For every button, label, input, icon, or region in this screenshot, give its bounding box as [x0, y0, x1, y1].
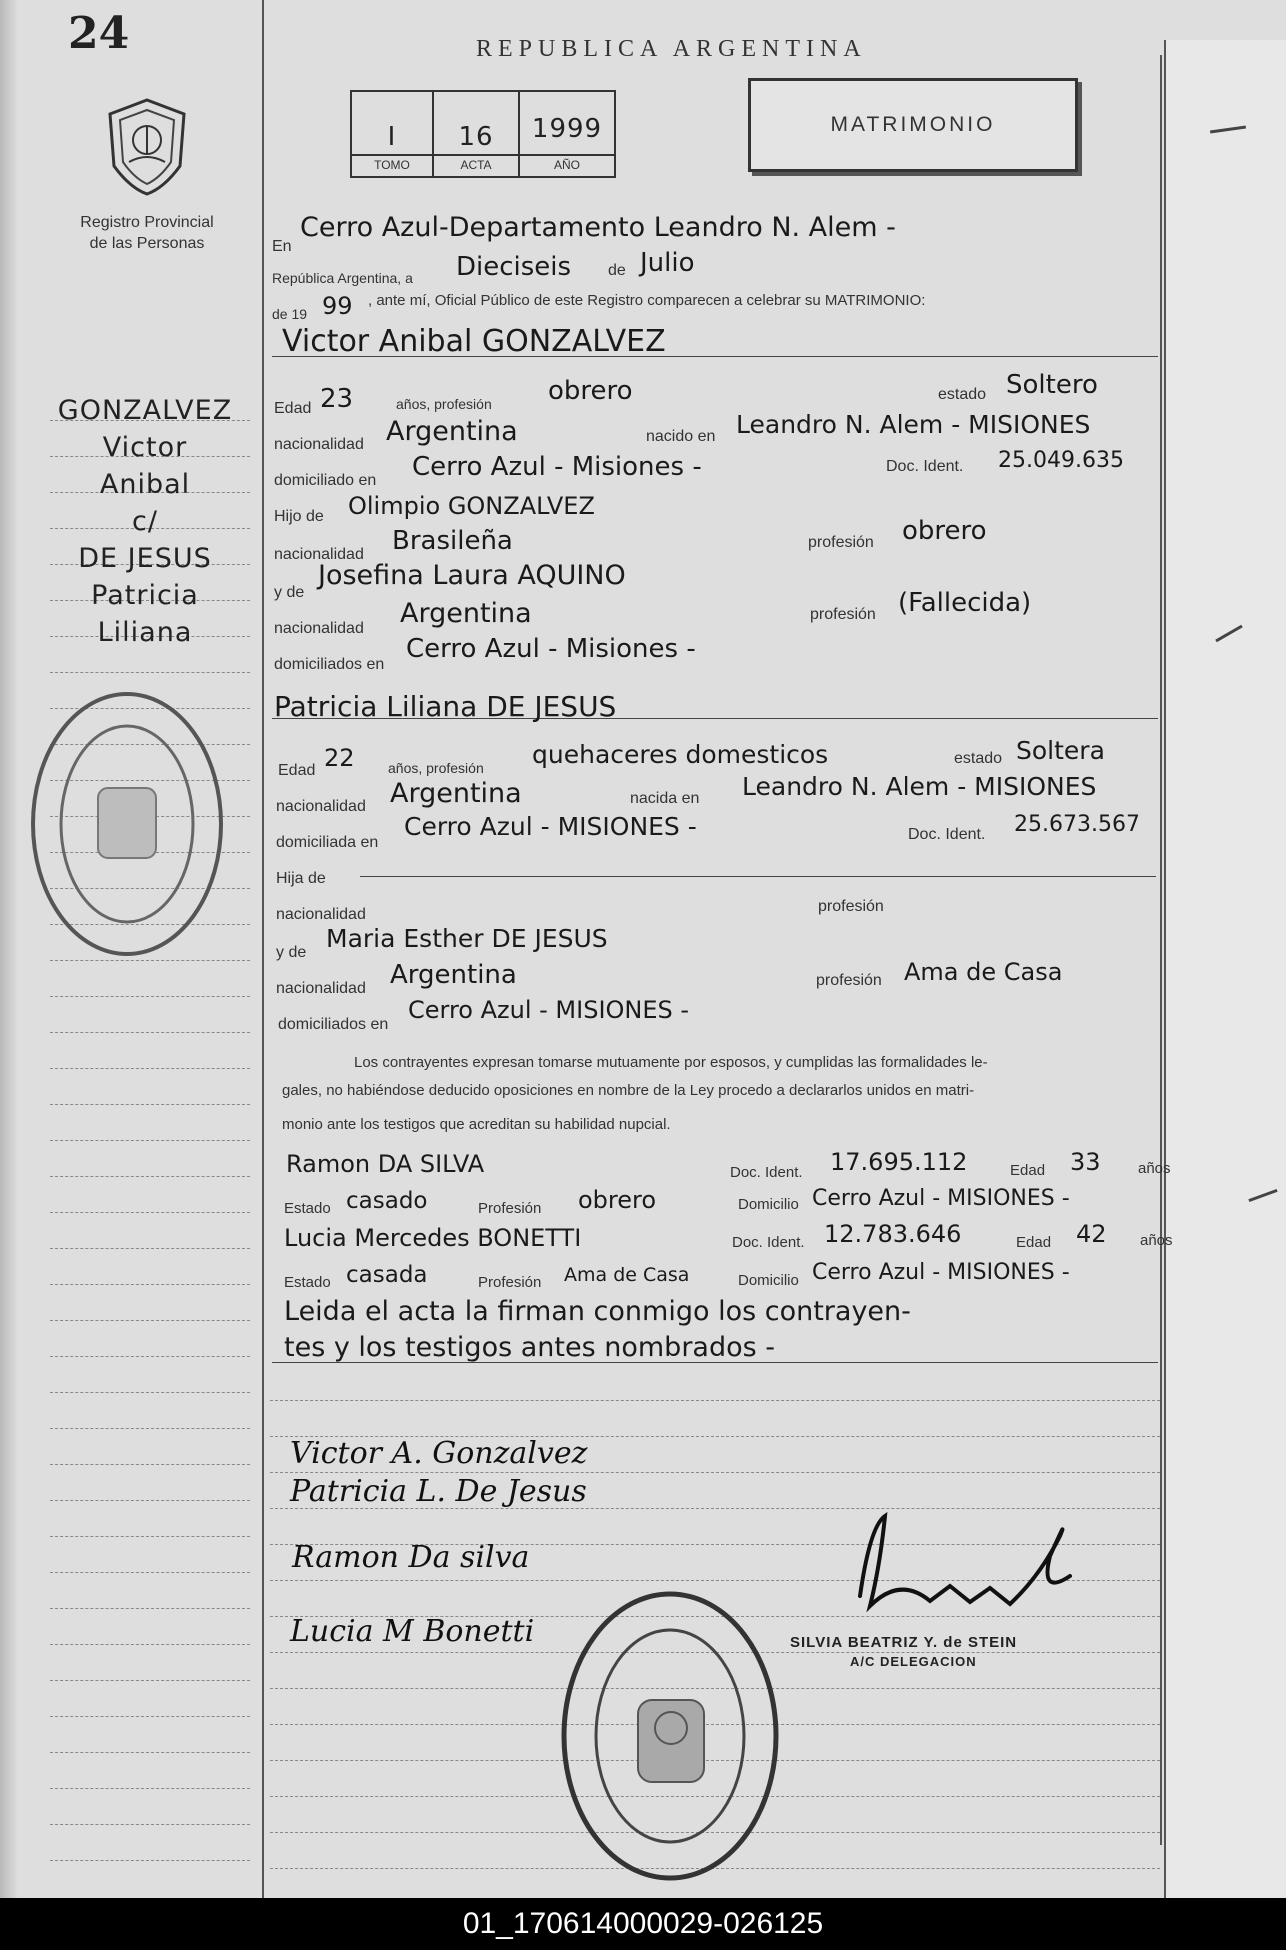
- registry-line1: Registro Provincial: [80, 214, 214, 231]
- witness2-name: Lucia Mercedes BONETTI: [284, 1224, 582, 1252]
- groom-anos-label: años, profesión: [396, 396, 492, 412]
- signature-witness1: Ramon Da silva: [292, 1540, 530, 1575]
- bride-mother-prof: Ama de Casa: [904, 958, 1063, 986]
- closing-line2: tes y los testigos antes nombrados -: [284, 1332, 776, 1363]
- witness2-domicilio: Cerro Azul - MISIONES -: [812, 1260, 1070, 1285]
- day-value: Dieciseis: [456, 252, 572, 282]
- margin-note-line: Victor: [102, 432, 188, 463]
- margin-rule: [50, 1608, 250, 1609]
- witness1-doc: 17.695.112: [830, 1148, 968, 1176]
- groom-hijo-label: Hijo de: [274, 508, 324, 525]
- registry-seal: [104, 96, 190, 196]
- bride-mother: Maria Esther DE JESUS: [326, 924, 608, 953]
- year-suffix: 99: [322, 292, 353, 320]
- bride-estado: Soltera: [1016, 736, 1105, 765]
- bride-domicilio: Cerro Azul - MISIONES -: [404, 812, 697, 841]
- ano-label: AÑO: [553, 158, 580, 172]
- witness1-profesion: obrero: [578, 1186, 657, 1214]
- officer-signature: [840, 1506, 1080, 1626]
- next-page-edge: [1164, 40, 1286, 1898]
- bride-name: Patricia Liliana DE JESUS: [274, 690, 617, 723]
- closing-line1: Leida el acta la firman conmigo los contrayen-: [284, 1296, 911, 1327]
- bride-nac-label: nacionalidad: [276, 798, 366, 815]
- tomo-value: I: [387, 122, 397, 152]
- bride-edad: 22: [324, 744, 355, 772]
- margin-rule: [50, 1680, 250, 1681]
- margin-rule: [50, 1392, 250, 1393]
- declaration-line1: Los contrayentes expresan tomarse mutuamente por esposos, y cumplidas las formalidades le-: [354, 1054, 988, 1071]
- year-prefix: de 19: [272, 306, 308, 322]
- bride-hija-label: Hija de: [276, 870, 326, 887]
- declaration-line3: monio ante los testigos que acreditan su habilidad nupcial.: [282, 1116, 671, 1133]
- margin-note-line: DE JESUS: [78, 543, 212, 574]
- margin-rule: [50, 1824, 250, 1825]
- witness1-estado-label: Estado: [284, 1200, 331, 1217]
- witness1-anos-label: años: [1138, 1160, 1171, 1177]
- groom-parents-dom: Cerro Azul - Misiones -: [406, 634, 696, 664]
- witness1-name: Ramon DA SILVA: [286, 1150, 485, 1178]
- official-stamp: [558, 1588, 782, 1884]
- signature-witness2: Lucia M Bonetti: [290, 1614, 535, 1649]
- groom-mother-nac-label: nacionalidad: [274, 620, 364, 637]
- groom-father-nac-label: nacionalidad: [274, 546, 364, 563]
- book-box: [350, 90, 616, 178]
- groom-nacido: Leandro N. Alem - MISIONES: [736, 410, 1091, 439]
- margin-rule: [50, 1284, 250, 1285]
- groom-parents-dom-label: domiciliados en: [274, 656, 385, 673]
- margin-rule: [50, 1428, 250, 1429]
- groom-nacido-label: nacido en: [646, 428, 716, 445]
- groom-father-prof: obrero: [902, 516, 987, 546]
- bride-dom-label: domiciliada en: [276, 834, 379, 851]
- margin-rule: [50, 1140, 250, 1141]
- place-value: Cerro Azul-Departamento Leandro N. Alem -: [300, 212, 896, 243]
- margin-rule: [50, 1500, 250, 1501]
- declaration-line2: gales, no habiéndose deducido oposiciones en nombre de la Ley procedo a declararlos unidos en matri-: [282, 1082, 975, 1099]
- month-value: Julio: [640, 248, 695, 278]
- bride-father-nac-label: nacionalidad: [276, 906, 366, 923]
- groom-nacionalidad: Argentina: [386, 416, 518, 447]
- witness1-estado: casado: [346, 1188, 428, 1214]
- margin-rule: [50, 1248, 250, 1249]
- body-dotted-rule: [270, 1472, 1160, 1473]
- intro-text: , ante mí, Oficial Público de este Registro comparecen a celebrar su MATRIMONIO:: [368, 292, 926, 309]
- signature-bride: Patricia L. De Jesus: [290, 1474, 587, 1509]
- bride-mother-nac: Argentina: [390, 960, 517, 990]
- bride-nacida: Leandro N. Alem - MISIONES: [742, 772, 1097, 801]
- margin-rule: [50, 996, 250, 997]
- groom-yde-label: y de: [274, 584, 305, 601]
- groom-nac-label: nacionalidad: [274, 436, 364, 453]
- doc-type: MATRIMONIO: [830, 113, 996, 136]
- groom-estado-label: estado: [938, 386, 987, 403]
- groom-profesion: obrero: [548, 376, 633, 406]
- groom-edad: 23: [320, 384, 354, 414]
- witness2-dom-label: Domicilio: [738, 1272, 799, 1289]
- witness2-anos-label: años: [1140, 1232, 1173, 1249]
- groom-mother: Josefina Laura AQUINO: [318, 560, 626, 591]
- margin-rule: [50, 1572, 250, 1573]
- registry-label: [60, 212, 234, 254]
- margin-rule: [50, 1212, 250, 1213]
- tomo-label: TOMO: [374, 158, 410, 172]
- bride-father-prof-label: profesión: [818, 898, 884, 915]
- margin-rule: [50, 1176, 250, 1177]
- bride-parents-dom-label: domiciliados en: [278, 1016, 389, 1033]
- margin-note-line: Patricia: [91, 580, 199, 611]
- bride-mother-nac-label: nacionalidad: [276, 980, 366, 997]
- groom-doc-label: Doc. Ident.: [886, 458, 964, 475]
- margin-note-line: GONZALVEZ: [57, 395, 233, 426]
- witness2-profesion: Ama de Casa: [564, 1264, 690, 1286]
- margin-rule: [50, 1644, 250, 1645]
- bride-nacida-label: nacida en: [630, 790, 700, 807]
- right-border: [1160, 55, 1162, 1845]
- margin-rule: [50, 1032, 250, 1033]
- body-dotted-rule: [270, 1400, 1160, 1401]
- witness2-edad: 42: [1076, 1220, 1107, 1248]
- margin-note-line: Anibal: [99, 469, 191, 500]
- margin-rule: [50, 960, 250, 961]
- groom-dom-label: domiciliado en: [274, 472, 377, 489]
- margin-rule: [50, 1536, 250, 1537]
- groom-mother-prof: (Fallecida): [898, 588, 1032, 618]
- acta-value: 16: [458, 122, 494, 152]
- margin-rule: [50, 1788, 250, 1789]
- margin-rule: [50, 1320, 250, 1321]
- file-id: 01_170614000029-026125: [462, 1907, 824, 1940]
- witness2-prof-label: Profesión: [478, 1274, 542, 1291]
- doc-type-box: [748, 78, 1078, 172]
- margin-note-line: c/: [132, 506, 158, 537]
- witness2-estado-label: Estado: [284, 1274, 331, 1291]
- witness1-edad-label: Edad: [1010, 1162, 1046, 1179]
- file-id-bar: [0, 1898, 1286, 1950]
- margin-rule: [50, 1464, 250, 1465]
- page-number: 24: [68, 8, 130, 59]
- bride-parents-dom: Cerro Azul - MISIONES -: [408, 996, 690, 1024]
- bride-yde-label: y de: [276, 944, 307, 961]
- hija-underline: [360, 876, 1156, 877]
- margin-rule: [50, 1716, 250, 1717]
- groom-edad-label: Edad: [274, 400, 312, 417]
- witness2-estado: casada: [346, 1262, 428, 1288]
- groom-father-prof-label: profesión: [808, 534, 874, 551]
- groom-father-nac: Brasileña: [392, 526, 513, 556]
- de-label: de: [608, 262, 626, 279]
- page-edge: [0, 0, 18, 1898]
- margin-rule: [50, 672, 250, 673]
- country-title: REPUBLICA ARGENTINA: [476, 36, 867, 62]
- bride-profesion: quehaceres domesticos: [532, 740, 829, 769]
- margin-rule: [50, 1860, 250, 1861]
- acta-label: ACTA: [460, 158, 492, 172]
- bride-doc-label: Doc. Ident.: [908, 826, 986, 843]
- groom-domicilio: Cerro Azul - Misiones -: [412, 452, 702, 482]
- en-label: En: [272, 238, 292, 255]
- officer-title: A/C DELEGACION: [850, 1654, 977, 1669]
- margin-rule: [50, 1104, 250, 1105]
- groom-doc: 25.049.635: [998, 448, 1124, 473]
- bride-anos-label: años, profesión: [388, 760, 484, 776]
- margin-rule: [50, 1068, 250, 1069]
- margin-note-line: Liliana: [97, 617, 193, 648]
- groom-mother-nac: Argentina: [400, 598, 532, 629]
- witness1-doc-label: Doc. Ident.: [730, 1164, 803, 1181]
- witness1-prof-label: Profesión: [478, 1200, 542, 1217]
- officer-name: SILVIA BEATRIZ Y. de STEIN: [790, 1634, 1018, 1651]
- bride-doc: 25.673.567: [1014, 812, 1140, 837]
- margin-stamp: [28, 688, 226, 960]
- groom-mother-prof-label: profesión: [810, 606, 876, 623]
- witness2-edad-label: Edad: [1016, 1234, 1052, 1251]
- registry-line2: de las Personas: [89, 235, 205, 252]
- signature-groom: Victor A. Gonzalvez: [290, 1436, 588, 1471]
- margin-divider: [262, 0, 264, 1898]
- bride-edad-label: Edad: [278, 762, 316, 779]
- margin-rule: [50, 1752, 250, 1753]
- witness1-domicilio: Cerro Azul - MISIONES -: [812, 1186, 1070, 1211]
- witness2-doc-label: Doc. Ident.: [732, 1234, 805, 1251]
- witness2-doc: 12.783.646: [824, 1220, 962, 1248]
- margin-note: [40, 392, 250, 651]
- bride-nacionalidad: Argentina: [390, 778, 522, 809]
- witness1-edad: 33: [1070, 1148, 1101, 1176]
- bride-estado-label: estado: [954, 750, 1003, 767]
- ano-value: 1999: [531, 114, 603, 144]
- groom-estado: Soltero: [1006, 370, 1098, 400]
- bride-mother-prof-label: profesión: [816, 972, 882, 989]
- republica-label: República Argentina, a: [272, 270, 413, 286]
- groom-father: Olimpio GONZALVEZ: [348, 492, 595, 520]
- groom-name: Victor Anibal GONZALVEZ: [282, 324, 666, 359]
- witness1-dom-label: Domicilio: [738, 1196, 799, 1213]
- margin-rule: [50, 1356, 250, 1357]
